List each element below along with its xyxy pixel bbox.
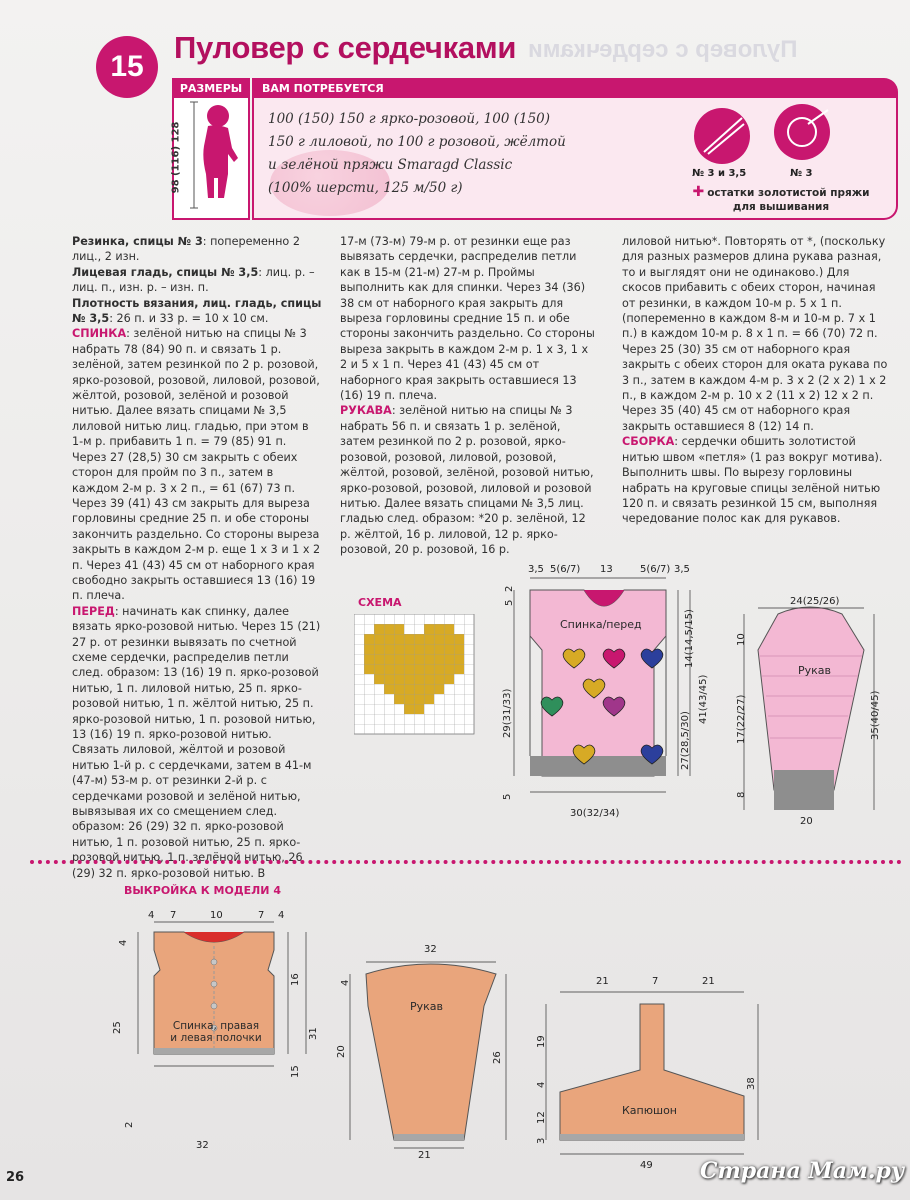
dim-top: 13 [600,564,613,575]
text-column-2 [340,234,595,558]
dim-left: 25 [112,1021,123,1034]
dim-right: 41(43/45) [698,674,709,724]
dim-left: 5 [504,599,515,606]
yarn-list [268,108,598,200]
dim-bottom: 32 [196,1140,209,1151]
circular-needle-icon [774,104,830,160]
dim-left: 8 [736,791,747,798]
dim-top: 4 [278,910,285,921]
dim-top: 3,5 [528,564,544,575]
dim-right: 31 [308,1027,319,1040]
dim-top: 7 [258,910,265,921]
vest-label [170,1020,262,1044]
vest-hem [154,1048,274,1054]
dim-right: 16 [290,973,301,986]
extra-line: для вышивания [732,201,830,213]
model-number: 15 [110,50,144,83]
plus-icon: ✚ [692,184,705,200]
sleeves-title: РУКАВА [340,404,392,418]
dim-left: 29(31/33) [502,688,513,738]
dim-left: 3 [536,1137,547,1144]
dim-top: 10 [210,910,223,921]
assembly-text: : сердечки обшить золотистой нитью швом «петля» (1 раз вокруг мотива). Выполнить швы. По вырезу горловины набрать на круговые спицы зелёной нитью 120 п. и связать резинкой 15 см, выполняя чередование полос как для рукавов. [622,435,883,526]
vest-pattern [118,906,318,1076]
front-label: Спинка/перед [560,618,642,631]
dim-bottom: 30(32/34) [570,808,620,819]
front-back-diagram [494,560,704,830]
vest-label-line: и левая полочки [170,1032,262,1044]
front-text: : начинать как спинку, далее вязать ярко-розовой нитью. Через 15 (21) 27 р. от резинки вывязать по счетной схеме сердечки, распределив петли след. образом: 13 (16) 19 п. ярко-розовой нитью, 1 п. лиловой нитью, 25 п. ярко-розовой нитью, 1 п. жёлтой нитью, 25 п. ярко-розовой нитью, 1 п. розовой нитью, 13 (16) 19 п. ярко-розовой нитью. Связать лиловой, жёлтой и розовой нитью 1-й р. с сердечками, затем в 41-м (47-м) 53-м р. от резинки 2-й р. с сердечками розовой и зелёной нитью, вывязывая их со смещением след. образом: 26 (29) 32 п. ярко-розовой нитью, 1 п. розовой нитью, 25 п. ярко-розовой нитью, 1 п. зелёной нитью, 26 (29) 32 п. ярко-розовой нитью. В [72,604,321,880]
dim-top: 7 [170,910,177,921]
page-number: 26 [6,1170,25,1185]
page-title: Пуловер с сердечками [174,30,517,65]
section-title: Плотность вязания, лиц. гладь, спицы № 3,5 [72,296,322,326]
dotted-divider [30,860,902,864]
heart-chart [354,614,476,736]
yarn-line: и зелёной пряжи Smaragd Classic [268,157,513,173]
section-title: Резинка, спицы № 3 [72,235,203,248]
dim-right: 26 [492,1051,503,1064]
dim-right: 35(40/45) [870,690,881,740]
dim-top: 4 [148,910,155,921]
dim-top: 5(6/7) [640,564,671,575]
dim-left: 10 [736,633,747,646]
sleeve-pattern-cuff [394,1134,464,1140]
back-title: СПИНКА [72,327,127,341]
dim-left: 19 [536,1035,547,1048]
child-silhouette-icon [174,98,248,218]
text-column-1 [72,234,322,881]
section-title: Лицевая гладь, спицы № 3,5 [72,265,259,279]
sleeves-text: : зелёной нитью на спицы № 3 набрать 56 п. и связать 1 р. зелёной, затем резинкой по 2 р. розовой, ярко-розовой, розовой, лиловой, розовой, жёлтой, розовой, зелёной, розовой нитью, ярко-розовой, розовой, лиловой и розовой нитью. Далее вязать спицами № 3,5 лиц. гладью след. образом: *20 р. зелёной, 12 р. жёлтой, 16 р. лиловой, 12 р. ярко-розовой, 20 р. розовой, 16 р. [340,404,594,557]
sleeve-pattern-label: Рукав [410,1000,444,1013]
dim-right: 14(14,5/15) [684,609,695,668]
materials-header: ВАМ ПОТРЕБУЕТСЯ [252,78,898,98]
dim-top: 7 [652,976,659,987]
sleeve-pattern-shape [366,964,496,1140]
vest-label-line: Спинка, правая [172,1020,260,1032]
pattern-title: ВЫКРОЙКА К МОДЕЛИ 4 [124,884,281,897]
front-text-continued: 17-м (73-м) 79-м р. от резинки еще раз вывязать сердечки, распределив петли как в 15-м (21-м) 27-м р. Проймы выполнить как для спинки. Через 34 (36) 38 см от наборного края закрыть для выреза горловины средние 15 п. и обе стороны закончить раздельно. Со стороны выреза закрыть в каждом 2-м р. 1 x 3, 1 x 2 и 5 x 1 п. Через 41 (43) 45 см от наборного края закрыть оставшиеся 13 (16) 19 п. плеча. [340,235,595,403]
dim-left: 17(22/27) [736,694,747,744]
dim-top: 32 [424,944,437,955]
assembly-title: СБОРКА [622,435,675,449]
show-through-text: Пуловер с сердечками [528,36,798,63]
dim-bottom: 20 [800,816,813,827]
dim-right: 38 [746,1077,757,1090]
knitting-needles-icon [694,108,750,164]
dim-left: 2 [124,1121,135,1128]
extra-line: остатки золотистой пряжи [707,187,870,199]
dim-right: 27(28,5/30) [680,711,691,770]
dim-top: 3,5 [674,564,690,575]
dim-left: 12 [536,1111,547,1124]
watermark-logo: Страна Мам.ру [700,1158,905,1184]
dim-left: 20 [336,1045,347,1058]
sleeves-text-continued: лиловой нитью*. Повторять от *, (поскольку для разных размеров длина рукава разная, то и выглядят они не одинаково.) Для скосов прибавить с обеих сторон, начиная от резинки, в каждом 10-м р. 5 x 1 п. (попеременно в каждом 8-м и 10-м р. 7 x 1 п.) в каждом 10-м р. 8 x 1 п. = 66 (70) 72 п. Через 25 (30) 35 см от наборного края закрыть с обеих сторон для оката рукава по 3 п., затем в каждом 4-м р. 3 x 2 (2 x 2) 1 x 2 п., в каждом 2-м р. 10 x 2 (11 x 2) 12 x 2 п. Через 35 (40) 45 см от наборного края закрыть оставшиеся 8 (12) 14 п. [622,235,888,433]
sleeve-diagram [740,600,880,820]
dim-top: 24(25/26) [790,596,840,607]
text-column-3 [622,234,892,527]
dim-left: 4 [118,939,129,946]
hood-shape [560,1004,744,1140]
sizes-box [172,80,250,220]
extra-materials [676,185,886,214]
dim-bottom: 49 [640,1160,653,1171]
dim-left: 4 [340,979,351,986]
dim-left: 5 [502,793,513,800]
yarn-line: (100% шерсти, 125 м/50 г) [268,180,463,196]
dim-left: 2 [504,585,515,592]
scheme-label: СХЕМА [358,596,402,609]
hood-pattern [534,984,774,1164]
back-text: : зелёной нитью на спицы № 3 набрать 78 (84) 90 п. и связать 1 р. зелёной, затем резинкой по 2 р. розовой, ярко-розовой, розовой, лиловой, розовой, жёлтой, розовой, зелёной и розовой нитью. Далее вязать спицами № 3,5 лиловой нитью лиц. гладью, при этом в 1-м р. прибавить 1 п. = 79 (85) 91 п. Через 27 (28,5) 30 см закрыть с обеих сторон для пройм по 3 п., затем в каждом 2-м р. 3 x 2 п., = 61 (67) 73 п. Через 39 (41) 43 см закрыть для выреза горловины средние 25 п. и обе стороны закончить раздельно. Со стороны выреза закрыть в каждом 2-м р. еще 1 x 3 и 1 x 2 п. Через 41 (43) 45 см от наборного края свободно закрыть оставшиеся 13 (16) 19 п. плеча. [72,327,321,603]
sleeve-cuff [774,770,834,810]
dim-left: 4 [536,1081,547,1088]
sleeve-pattern [340,950,520,1150]
dim-top: 21 [702,976,715,987]
yarn-line: 100 (150) 150 г ярко-розовой, 100 (150) [268,111,551,127]
section-text: : 26 п. и 33 р. = 10 x 10 см. [109,312,269,326]
hood-label: Капюшон [622,1104,677,1117]
dim-bottom: 21 [418,1150,431,1161]
section-text: : попеременно 2 лиц., 2 изн. [72,235,300,264]
sleeve-label: Рукав [798,664,832,677]
dim-right: 15 [290,1065,301,1078]
section-text: : лиц. р. – лиц. п., изн. р. – изн. п. [72,265,315,295]
size-values: 98 (116) 128 [170,121,182,194]
sizes-header: РАЗМЕРЫ [172,78,250,98]
dim-top: 21 [596,976,609,987]
circular-needle-size-label: № 3 [790,168,813,179]
needles-size-label: № 3 и 3,5 [692,168,747,179]
dim-top: 5(6/7) [550,564,581,575]
front-title: ПЕРЕД [72,604,115,618]
yarn-line: 150 г лиловой, по 100 г розовой, жёлтой [268,134,566,150]
hood-edge [560,1134,744,1140]
model-number-badge [96,36,158,98]
sleeve-shape [758,607,864,790]
